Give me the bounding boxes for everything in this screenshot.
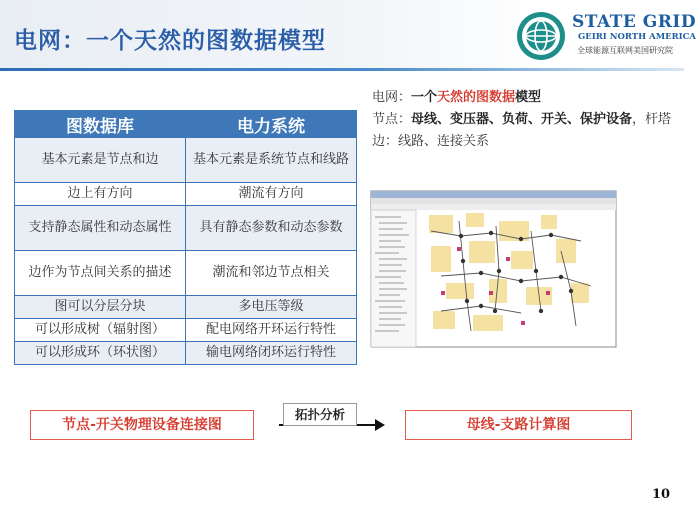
- table-cell: 边作为节点间关系的描述: [15, 251, 186, 296]
- table-header-row: [15, 111, 357, 138]
- table-cell: 基本元素是节点和边: [15, 138, 186, 183]
- grid-model-description: [372, 87, 678, 153]
- table-cell: 输电网络闭环运行特性: [186, 342, 357, 365]
- description-line-nodes: 节点：母线、变压器、负荷、开关、保护设备，杆塔: [372, 112, 672, 127]
- column-header-power-system: 电力系统: [186, 111, 357, 138]
- topology-analysis-label: 拓扑分析: [283, 403, 357, 426]
- table-cell: 边上有方向: [15, 183, 186, 206]
- table-row: [15, 251, 357, 296]
- table-cell: 多电压等级: [186, 296, 357, 319]
- brand-subtitle: GEIRI NORTH AMERICA: [578, 32, 696, 42]
- table-row: [15, 138, 357, 183]
- description-line-edges: 边：线路、连接关系: [372, 134, 490, 149]
- table-row: [15, 296, 357, 319]
- table-cell: 可以形成树（辐射图）: [15, 319, 186, 342]
- table-cell: 潮流和邻边节点相关: [186, 251, 357, 296]
- table-row: [15, 319, 357, 342]
- table-cell: 支持静态属性和动态属性: [15, 206, 186, 251]
- comparison-table: [14, 110, 357, 365]
- physical-connection-graph-box: 节点-开关物理设备连接图: [30, 410, 254, 440]
- table-cell: 具有静态参数和动态参数: [186, 206, 357, 251]
- table-cell: 配电网络开环运行特性: [186, 319, 357, 342]
- table-cell: 基本元素是系统节点和线路: [186, 138, 357, 183]
- topology-software-screenshot: [371, 191, 616, 347]
- table-row: [15, 183, 357, 206]
- brand-name-en: STATE GRID: [572, 12, 696, 32]
- table-row: [15, 342, 357, 365]
- brand-name-cn: 全球能源互联网美国研究院: [577, 46, 673, 55]
- state-grid-logo-icon: [515, 10, 567, 62]
- page-title: 电网：一个天然的图数据模型: [14, 28, 326, 54]
- arrow-head-icon: [375, 419, 385, 431]
- table-cell: 可以形成环（环状图）: [15, 342, 186, 365]
- header-divider: [0, 68, 684, 71]
- page-number: 10: [652, 487, 671, 502]
- table-cell: 图可以分层分块: [15, 296, 186, 319]
- description-line-grid: 电网：一个天然的图数据模型: [372, 90, 542, 105]
- column-header-graph-db: 图数据库: [15, 111, 186, 138]
- table-cell: 潮流有方向: [186, 183, 357, 206]
- bus-branch-graph-box: 母线-支路计算图: [405, 410, 632, 440]
- table-row: [15, 206, 357, 251]
